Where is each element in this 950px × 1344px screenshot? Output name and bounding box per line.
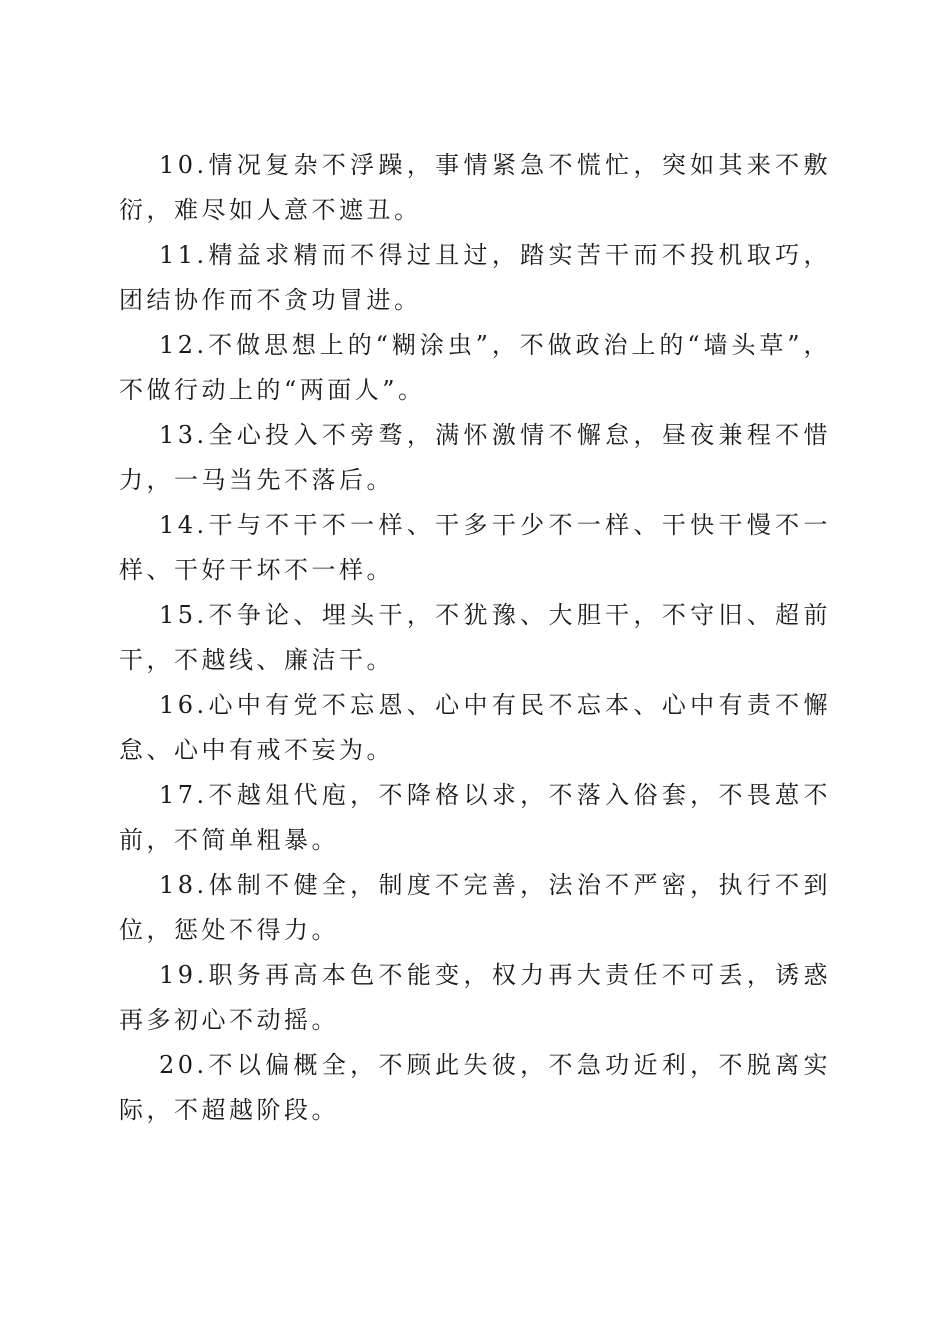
paragraph-14: 14.干与不干不一样、干多干少不一样、干快干慢不一样、干好干坏不一样。 (119, 511, 831, 584)
paragraph-16: 16.心中有党不忘恩、心中有民不忘本、心中有责不懈怠、心中有戒不妄为。 (119, 691, 831, 764)
paragraph-18: 18.体制不健全，制度不完善，法治不严密，执行不到位，惩处不得力。 (119, 871, 831, 944)
paragraph-19: 19.职务再高本色不能变，权力再大责任不可丢，诱惑再多初心不动摇。 (119, 961, 831, 1034)
paragraph-11: 11.精益求精而不得过且过，踏实苦干而不投机取巧，团结协作而不贪功冒进。 (119, 241, 831, 314)
paragraph-12: 12.不做思想上的“糊涂虫”，不做政治上的“墙头草”，不做行动上的“两面人”。 (119, 331, 831, 404)
paragraph-15: 15.不争论、埋头干，不犹豫、大胆干，不守旧、超前干，不越线、廉洁干。 (119, 601, 831, 674)
paragraph-13: 13.全心投入不旁骛，满怀激情不懈怠，昼夜兼程不惜力，一马当先不落后。 (119, 421, 831, 494)
paragraph-17: 17.不越俎代庖，不降格以求，不落入俗套，不畏葸不前，不简单粗暴。 (119, 781, 831, 854)
document-body (119, 143, 831, 1133)
paragraph-20: 20.不以偏概全，不顾此失彼，不急功近利，不脱离实际，不超越阶段。 (119, 1051, 831, 1124)
paragraph-10: 10.情况复杂不浮躁，事情紧急不慌忙，突如其来不敷衍，难尽如人意不遮丑。 (119, 151, 831, 224)
